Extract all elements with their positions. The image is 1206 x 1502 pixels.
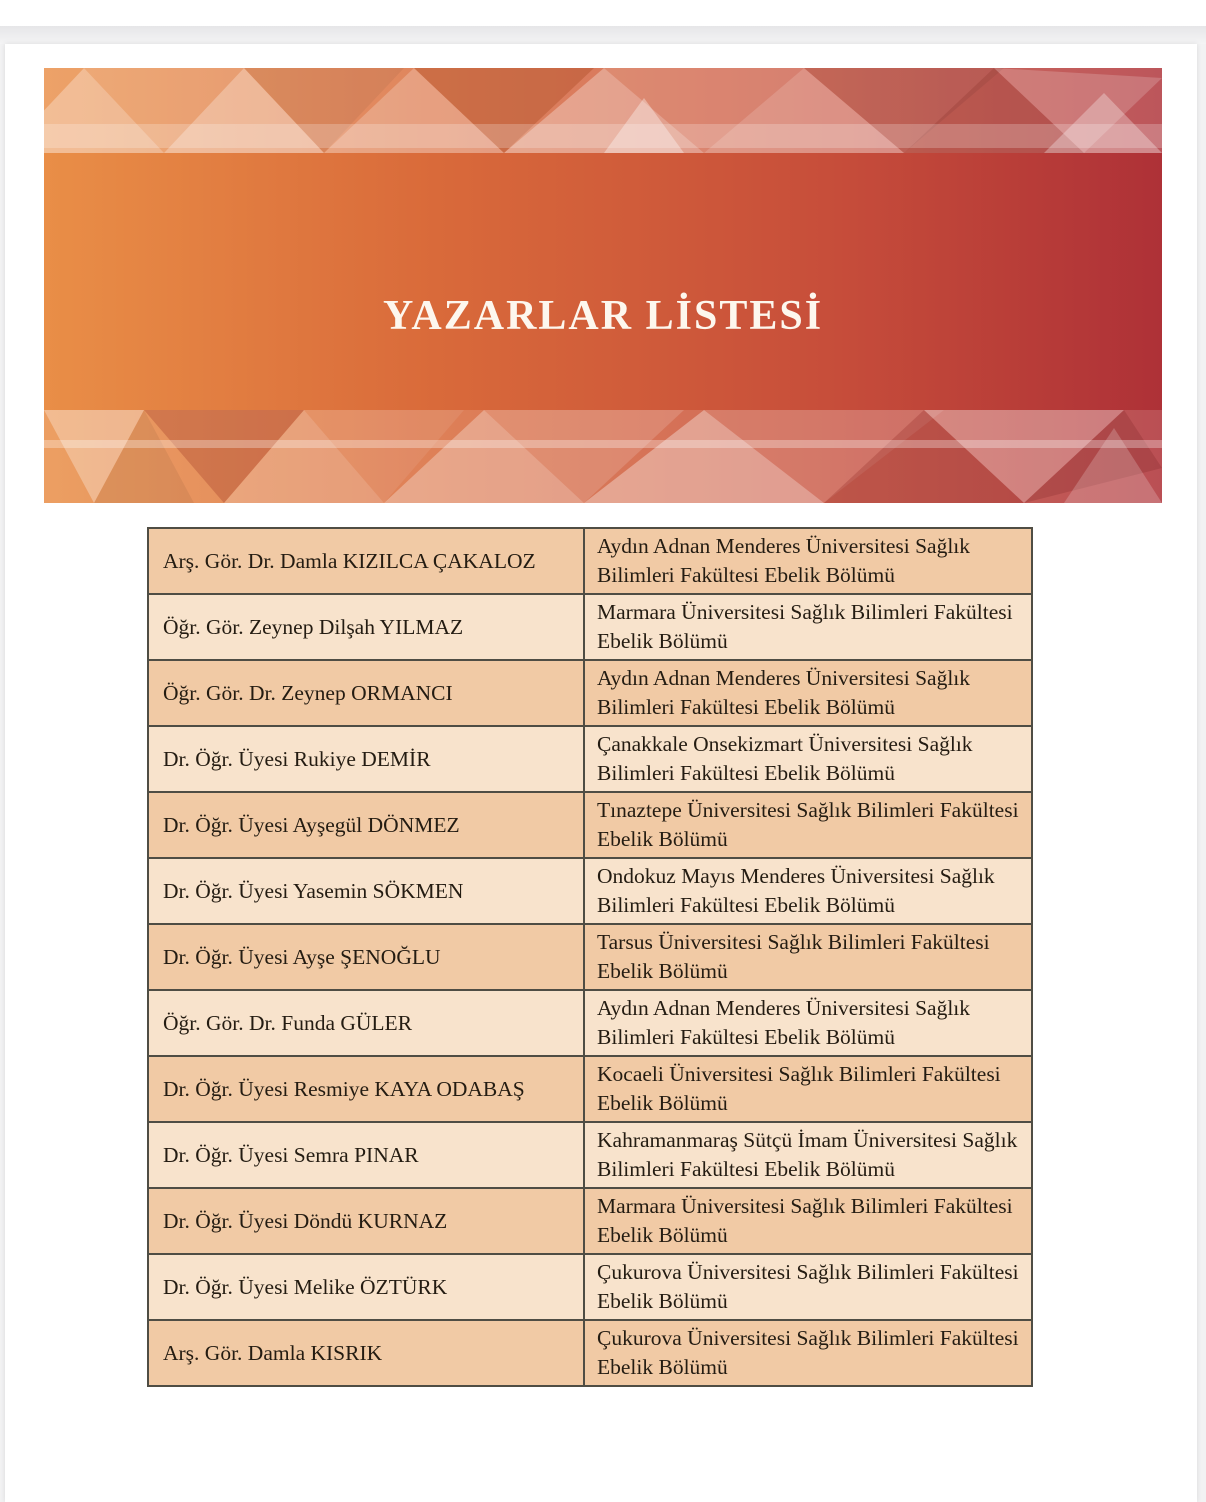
author-affiliation-cell: Marmara Üniversitesi Sağlık Bilimleri Fakültesi Ebelik Bölümü [584,594,1032,660]
author-row [148,1188,1032,1254]
page-title: YAZARLAR LİSTESİ [382,293,824,339]
title-banner [44,68,1162,503]
authors-table-body [148,528,1032,1386]
author-affiliation-cell: Aydın Adnan Menderes Üniversitesi Sağlık Bilimleri Fakültesi Ebelik Bölümü [584,990,1032,1056]
author-affiliation-cell: Çanakkale Onsekizmart Üniversitesi Sağlık Bilimleri Fakültesi Ebelik Bölümü [584,726,1032,792]
author-row [148,1320,1032,1386]
author-row [148,990,1032,1056]
author-affiliation-cell: Marmara Üniversitesi Sağlık Bilimleri Fakültesi Ebelik Bölümü [584,1188,1032,1254]
author-name-cell: Dr. Öğr. Üyesi Rukiye DEMİR [148,726,584,792]
author-name-cell: Dr. Öğr. Üyesi Semra PINAR [148,1122,584,1188]
author-name-cell: Dr. Öğr. Üyesi Ayşegül DÖNMEZ [148,792,584,858]
author-name-cell: Dr. Öğr. Üyesi Ayşe ŞENOĞLU [148,924,584,990]
author-row [148,1254,1032,1320]
author-name-cell: Öğr. Gör. Dr. Funda GÜLER [148,990,584,1056]
banner-decoration [44,68,1162,503]
author-name-cell: Dr. Öğr. Üyesi Yasemin SÖKMEN [148,858,584,924]
author-row [148,1122,1032,1188]
author-affiliation-cell: Ondokuz Mayıs Menderes Üniversitesi Sağlık Bilimleri Fakültesi Ebelik Bölümü [584,858,1032,924]
author-row [148,924,1032,990]
author-name-cell: Arş. Gör. Damla KISRIK [148,1320,584,1386]
previous-page-bottom-edge [0,0,1206,26]
author-row [148,858,1032,924]
authors-table [147,527,1033,1387]
author-name-cell: Arş. Gör. Dr. Damla KIZILCA ÇAKALOZ [148,528,584,594]
author-affiliation-cell: Kocaeli Üniversitesi Sağlık Bilimleri Fakültesi Ebelik Bölümü [584,1056,1032,1122]
author-row [148,1056,1032,1122]
author-affiliation-cell: Tınaztepe Üniversitesi Sağlık Bilimleri Fakültesi Ebelik Bölümü [584,792,1032,858]
author-row [148,726,1032,792]
author-affiliation-cell: Kahramanmaraş Sütçü İmam Üniversitesi Sağlık Bilimleri Fakültesi Ebelik Bölümü [584,1122,1032,1188]
author-name-cell: Dr. Öğr. Üyesi Resmiye KAYA ODABAŞ [148,1056,584,1122]
author-name-cell: Öğr. Gör. Dr. Zeynep ORMANCI [148,660,584,726]
author-row [148,528,1032,594]
author-affiliation-cell: Çukurova Üniversitesi Sağlık Bilimleri Fakültesi Ebelik Bölümü [584,1254,1032,1320]
document-page [5,44,1197,1502]
author-row [148,660,1032,726]
author-affiliation-cell: Aydın Adnan Menderes Üniversitesi Sağlık Bilimleri Fakültesi Ebelik Bölümü [584,660,1032,726]
author-row [148,594,1032,660]
author-name-cell: Öğr. Gör. Zeynep Dilşah YILMAZ [148,594,584,660]
author-affiliation-cell: Aydın Adnan Menderes Üniversitesi Sağlık Bilimleri Fakültesi Ebelik Bölümü [584,528,1032,594]
author-affiliation-cell: Tarsus Üniversitesi Sağlık Bilimleri Fakültesi Ebelik Bölümü [584,924,1032,990]
page-separator-gap [0,26,1206,44]
author-name-cell: Dr. Öğr. Üyesi Döndü KURNAZ [148,1188,584,1254]
author-row [148,792,1032,858]
author-name-cell: Dr. Öğr. Üyesi Melike ÖZTÜRK [148,1254,584,1320]
author-affiliation-cell: Çukurova Üniversitesi Sağlık Bilimleri Fakültesi Ebelik Bölümü [584,1320,1032,1386]
